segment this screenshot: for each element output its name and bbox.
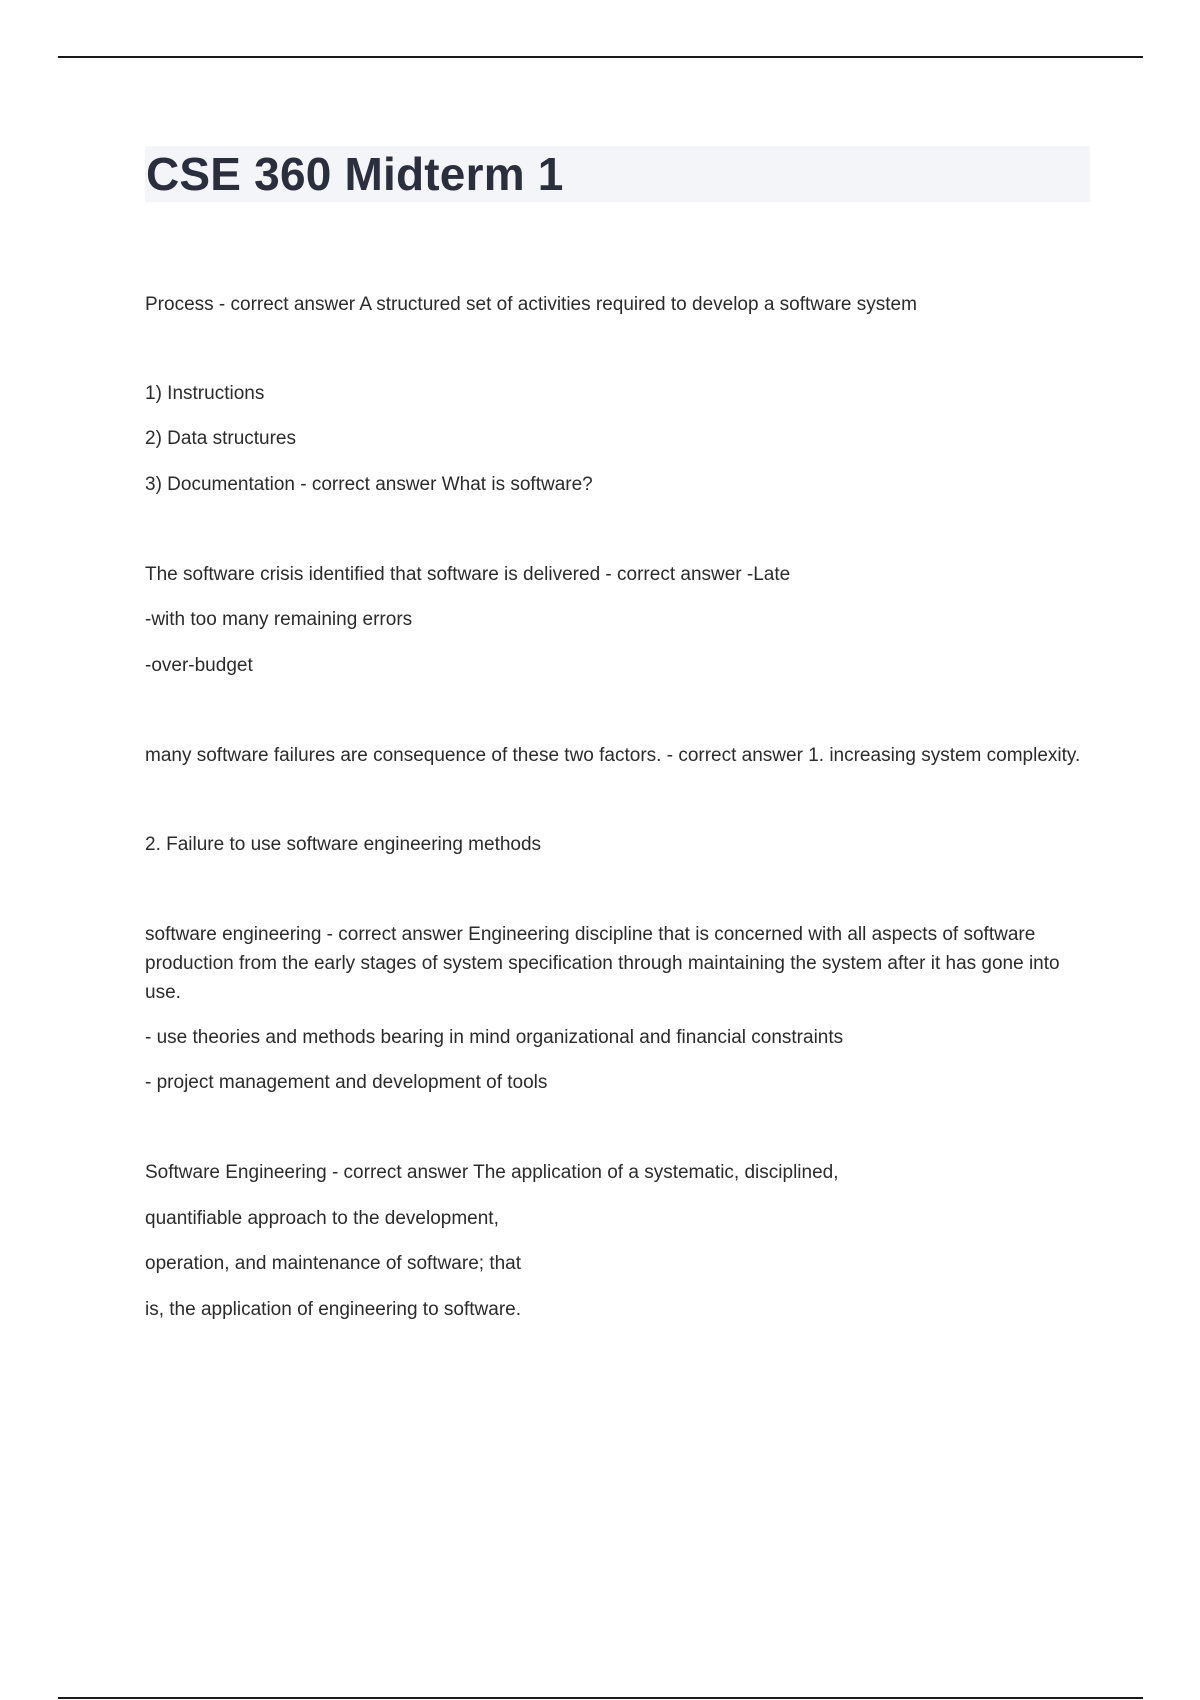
paragraph: many software failures are consequence of these two factors. - correct answer 1. increasing system complexity. (145, 745, 1081, 766)
paragraph: - project management and development of tools (145, 1072, 548, 1093)
paragraph: Process - correct answer A structured set of activities required to develop a software system (145, 294, 917, 315)
paragraph: quantifiable approach to the development, (145, 1208, 499, 1229)
paragraph: operation, and maintenance of software; that (145, 1253, 522, 1274)
paragraph: 3) Documentation - correct answer What is software? (145, 474, 593, 495)
paragraph: The software crisis identified that software is delivered - correct answer -Late (145, 564, 791, 585)
paragraph: 2. Failure to use software engineering methods (145, 834, 542, 855)
paragraph: -over-budget (145, 655, 253, 676)
paragraph: - use theories and methods bearing in mind organizational and financial constraints (145, 1027, 844, 1048)
paragraph: Software Engineering - correct answer The application of a systematic, disciplined, (145, 1162, 839, 1183)
paragraph: 1) Instructions (145, 383, 265, 404)
document-body (145, 290, 1090, 1324)
paragraph: software engineering - correct answer Engineering discipline that is concerned with all aspects of software production from the early stages of system specification through maintaining the system after it has gone into use. (145, 924, 1060, 1003)
paragraph: is, the application of engineering to software. (145, 1299, 522, 1320)
document-title: CSE 360 Midterm 1 (146, 148, 564, 200)
paragraph: 2) Data structures (145, 428, 296, 449)
top-rule (58, 56, 1143, 58)
bottom-rule (58, 1697, 1143, 1699)
paragraph: -with too many remaining errors (145, 609, 413, 630)
